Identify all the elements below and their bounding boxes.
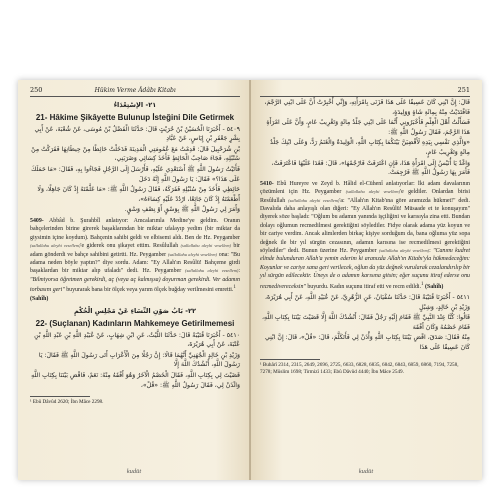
footnote-divider [30,396,90,397]
section-title: 22- (Suçlanan) Kadınların Mahkemeye Getirilmemesi [35,318,235,328]
footnote-divider [260,359,320,360]
hadith-grade: (Sahîh) [424,283,444,290]
arabic-line: قَضَيْتَ لِي بِكِتَابِ اللَّهِ، فَقَالَ الْخَصْمُ الْآخَرُ وَهُوَ أَفْقَهُ مِنْهُ: نَعَمْ، فَاقْضِ بَيْنَنَا بِكِتَابِ اللَّهِ وَائْذَنْ لِي، فَقَالَ رَسُولُ اللَّهِ ﷺ: «قُلْ»، [31,371,240,389]
arabic-line: وَأَمَرَ لِي رَسُولُ اللَّهِ ﷺ بِوَسْقٍ أَوْ نِصْفِ وَسْقٍ. [124,206,240,214]
publisher-mark: kudüt [358,468,374,475]
arabic-line: «وَالَّذِي نَفْسِي بِيَدِهِ لَأَقْضِيَنَّ بَيْنَكُمَا بِكِتَابِ اللَّهِ، الْوَلِيدَةُ وَالْغَنَمُ رَدٌّ، وَعَلَى ابْنِكَ جَلْدُ مِائَةٍ وَتَغْرِيبُ عَامٍ، [269,139,470,156]
arabic-line: ٥٤١٠ - أَخْبَرَنَا قُتَيْبَةُ قَالَ: حَدَّثَنَا اللَّيْثُ، عَنِ ابْنِ شِهَابٍ، عَنْ عُبَيْدِ اللَّهِ بْنِ عَبْدِ اللَّهِ بْنِ عُتْبَةَ، عَنْ أَبِي هُرَيْرَةَ، [34,331,240,349]
arabic-line: فَأَتَيْتُ رَسُولَ اللَّهِ ﷺ أَسْتَعْدِي عَلَيْهِ، فَأَرْسَلَ إِلَى الرَّجُلِ فَجَاءُوا بِهِ، فَقَالَ: «مَا حَمَلَكَ عَلَى هَذَا؟» فَقَالَ: يَا رَسُولَ اللَّهِ إِنَّهُ دَخَلَ [31,165,240,183]
salawat-note: (sallallahu aleyhi vesellem) [167,251,218,257]
page-number: 251 [457,86,470,94]
salawat-note: (sallallahu aleyhi vesellem) [30,243,81,249]
hadith-grade: (Sahîh) [30,295,49,302]
arabic-line: قَالَ: إِنَّ ابْنِي كَانَ عَسِيفًا عَلَى هَذَا فَزَنَى بِامْرَأَتِهِ، وَإِنِّي أُخْبِرْتُ أَنَّ عَلَى ابْنِي الرَّجْمَ، فَافْتَدَيْتُ مِنْهُ بِمِائَةِ شَاةٍ وَوَلِيدَةٍ، [264,99,470,116]
salawat-note: (sallallahu aleyhi vesellem) [288,197,340,203]
footnote-mark: 1 [421,281,424,287]
arabic-line: مِنْهُ فَقَالَ: صَدَقَ، اقْضِ بَيْنَنَا بِكِتَابِ اللَّهِ وَأْذَنْ لِي فَأَتَكَلَّمَ، قَالَ: «قُلْ»، قَالَ: إِنَّ ابْنِي كَانَ عَسِيفًا عَلَى هَذَا [264,334,470,351]
quoted-speech: "Canımı kudret elinde bulunduran Allah'a yemin ederim ki aranızda Allah'ın Kitabı'yla hükmedeceğim: Koyunlar ve cariye sana geri verilecek, oğlun da yüz değnek vurularak cezalandırılıp bir yıl sürgün edilecektir. Üneys de o adamın karısına gitsin; eğer suçunu itiraf ederse onu recmedivereceksin" [260,248,471,290]
translation-paragraph: 5409- Abbâd b. Şurahbîl anlatıyor: Amcalarımla Medine'ye geldim. Oranın bahçelerinden birine girerek başaklarından bir miktar ufalayıp yedim (bir miktar da giysimin içine koydum). Bahçenin sahibi geldi ve elbisemi aldı. Ben de Hz. Peygamber (sallallahu aleyhi vesellem)'e giderek onu şikayet ettim. Resûlullah (sallallahu aleyhi vesellem) bir adam gönderdi ve bahçe sahibini getirtti. Hz. Peygamber (sallallahu aleyhi vesellem) ona: "Bu adama neden böyle yaptın?" diye sordu. Adam: "Ey Allah'ın Resûlü! Bahçeme girdi başaklardan bir miktar alıp ufaladı" dedi. Hz. Peygamber (sallallahu aleyhi vesellem): "Bilmiyorsa öğretmen gerekirdi, aç (veya aç kalmışsa) doyurman gerekirdi. Ver adamın torbasını geri" buyurarak bana bir ölçek veya yarım ölçek buğday verilmesini emretti.$^1$ (Sahîh) [30,217,240,302]
page-number: 250 [30,86,43,94]
salawat-note: (sallallahu aleyhi vesellem) [345,189,401,195]
arabic-line: ٥٤٠٩ - أَخْبَرَنَا الْحُسَيْنُ بْنُ حُرَيْثٍ قَالَ: حَدَّثَنَا الْفَضْلُ بْنُ مُوسَى، عَنْ شُعْبَةَ، عَنْ أَبِي بِشْرٍ جَعْفَرِ بْنِ إِيَاسٍ، عَنْ عَبَّادِ [34,125,240,143]
hadith-number: 5409- [30,217,44,224]
left-page [18,80,250,480]
book-spread [18,80,482,480]
arabic-line: حَائِطِي فَأَخَذَ مِنْ سُنْبُلِهِ فَفَرَكَهُ، فَقَالَ رَسُولُ اللَّهِ ﷺ: «مَا عَلَّمْتَهُ إِذْ كَانَ جَاهِلًا، وَلَا أَطْعَمْتَهُ إِذْ كَانَ جَائِعًا، ارْدُدْ عَلَيْهِ كِسَاءَهُ»، [37,186,240,203]
arabic-line: ٥٤١١ - أَخْبَرَنَا قُتَيْبَةُ قَالَ: حَدَّثَنَا سُفْيَانُ، عَنِ الزُّهْرِيِّ، عَنْ عُبَيْدِ اللَّهِ، عَنْ أَبِي هُرَيْرَةَ، وَزَيْدِ بْنِ خَالِدٍ، وَشِبْلٍ [265,294,470,311]
translation-paragraph: 5410- Ebû Hureyre ve Zeyd b. Hâlid el-Cühenî anlatıyorlar: İki adam davalarının çözümleni için Hz. Peygamber (sallallahu aleyhi vesellem)'e geldiler. Onlardan birisi Resûlullah (sallallahu aleyhi vesellem)'a: "Allah'ın Kitab'ına göre aramızda hükmet!" dedi. Davalıda daha anlayışlı olan diğeri: "Ey Allah'ın Resûlü! Müsaade et te konuşayım" diyerek söze başladı: "Oğlum bu adamın yanında işçiliğini ve karısıyla zina etti. Bundan dolayı oğlumun recmedilmesi gerektiğini söylediler. Fidye olarak adama yüz koyun ve bir cariye verdim. Ancak alimlerden birkaç kişiye sorduğum da, bana oğluma yüz sopa değnek ile bir yıl sürgün cezasının, adamın karısına ise recmedilmesi gerektiğini söylediler" dedi. Bunun üzerine Hz. Peygamber (sallallahu aleyhi vesellem): "Canımı kudret elinde bulunduran Allah'a yemin ederim ki aranızda Allah'ın Kitabı'yla hükmedeceğim: Koyunlar ve cariye sana geri verilecek, oğlun da yüz değnek vurularak cezalandırılıp bir yıl sürgün edilecektir. Üneys de o adamın karısına gitsin; eğer suçunu itiraf ederse onu recmedivereceksin" buyurdu. Kadın suçunu itiraf etti ve recm edildi.$^1$ (Sahîh) [260,180,471,290]
salawat-note: (sallallahu aleyhi vesellem) [180,243,231,249]
left-running-head [30,86,240,97]
right-page [250,80,482,480]
footnote: ¹ Ebû Dâvûd 2620; İbn Mâce 2298. [30,399,104,406]
hadith-number: 5410- [260,180,274,187]
footnote: ¹ Buhârî 2314, 2315, 2649, 2696, 2725, 6633, 6828, 6835, 6842, 6843, 6859, 6860, 7194, 7258, 7278; Müslim 1698; Tirmizî 1433; Ebû Dâvûd 4440; İbn Mâce 2549. [260,361,459,375]
running-title: Hükim Verme Âdâbı Kitabı [94,87,176,94]
arabic-chapter-heading: ٢٢- بَابُ صَوْنِ النِّسَاءِ عَنْ مَجْلِسِ الْحُكْمِ [73,306,197,315]
arabic-line: وَزَيْدِ بْنِ خَالِدٍ الْجُهَنِيِّ أَنَّهُمَا قَالَا: إِنَّ رَجُلًا مِنَ الْأَعْرَابِ أَتَى رَسُولَ اللَّهِ ﷺ فَقَالَ: يَا رَسُولَ اللَّهِ، أَنْشُدُكَ اللَّهَ إِلَّا [38,351,240,369]
arabic-chapter-heading: ٢١- الإسْتِعْدَاءُ [113,101,157,109]
section-title: 21- Hâkime Şikâyette Bulunup İsteğini Dile Getirmek [35,112,235,122]
footnote-mark: 1 [233,285,236,291]
right-running-head [260,86,470,97]
arabic-line: وَاغْدُ يَا أُنَيْسُ إِلَى امْرَأَةِ هَذَا، فَإِنِ اعْتَرَفَتْ فَارْجُمْهَا»، قَالَ: فَغَدَا عَلَيْهَا فَاعْتَرَفَتْ، فَأَمَرَ بِهَا رَسُولُ اللَّهِ ﷺ فَرُجِمَتْ. [271,159,470,177]
quoted-speech: "Bilmiyorsa öğretmen gerekirdi, aç (veya aç kalmışsa) doyurman gerekirdi. Ver adamın torbasını geri" [30,276,240,294]
publisher-mark: kudüt [126,468,142,475]
arabic-line: فَسَأَلْتُ أَهْلَ الْعِلْمِ فَأَخْبَرُونِي أَنَّمَا عَلَى ابْنِي جَلْدُ مِائَةٍ وَتَغْرِيبُ عَامٍ، وَأَنَّ عَلَى امْرَأَةِ هَذَا الرَّجْمَ، فَقَالَ رَسُولُ اللَّهِ ﷺ: [266,119,470,136]
arabic-line: بْنِ شُرَحْبِيلَ قَالَ: قَدِمْتُ مَعَ عُمُومَتِي الْمَدِينَةَ فَدَخَلْتُ حَائِطًا مِنْ حِيطَانِهَا فَفَرَكْتُ مِنْ سُنْبُلِهِ، فَجَاءَ صَاحِبُ الْحَائِطِ فَأَخَذَ كِسَائِي وَضَرَبَنِي، [31,145,240,163]
book-gutter [249,80,251,480]
salawat-note: (sallallahu aleyhi vesellem) [378,248,430,253]
arabic-line: قَالُوا: كُنَّا عِنْدَ النَّبِيِّ ﷺ فَقَامَ إِلَيْهِ رَجُلٌ فَقَالَ: أَنْشُدُكَ اللَّهَ إِلَّا قَضَيْتَ بَيْنَنَا بِكِتَابِ اللَّهِ، فَقَامَ خَصْمُهُ وَكَانَ أَفْقَهَ [261,314,470,331]
salawat-note: (sallallahu aleyhi vesellem) [185,268,239,274]
